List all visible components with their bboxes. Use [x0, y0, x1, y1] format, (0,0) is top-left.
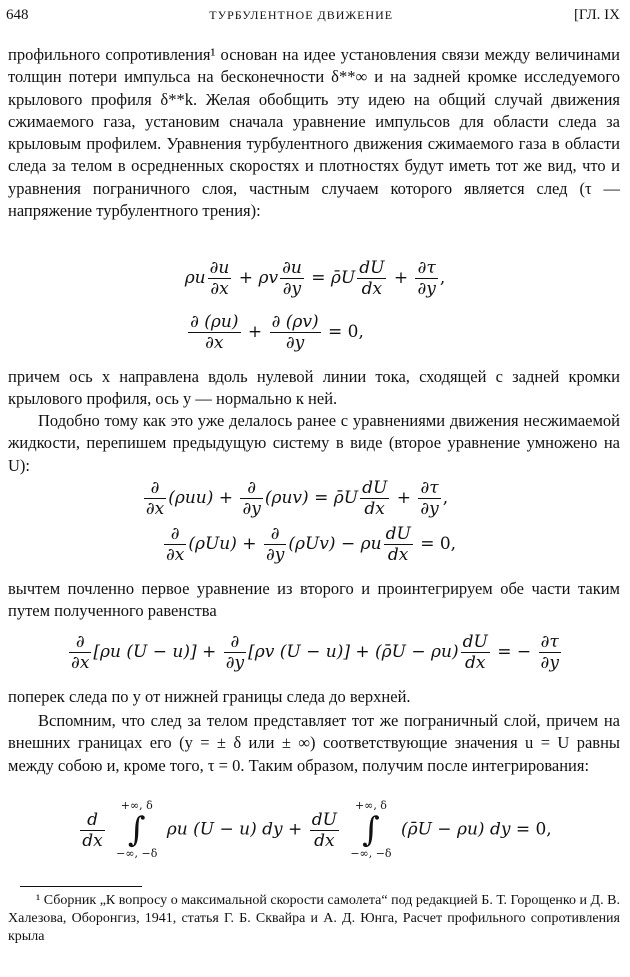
chapter-label: [ГЛ. IX	[573, 7, 620, 23]
footnote	[8, 892, 620, 946]
equation-momentum: ρu $\frac{\partial u}{\partial x}$ + ρv $\frac{\partial u}{\partial y}$ = ρ̄U $\frac{dU}{dx}$ + $\frac{\partial\tau}{\partial y}$ ,	[184, 258, 446, 299]
running-title: ТУРБУЛЕНТНОЕ ДВИЖЕНИЕ	[209, 8, 394, 22]
equation-integrated: $\frac{d}{dx}$ +∞, δ ∫ −∞, −δ ρu (U − u) dy + $\frac{dU}{dx}$ +∞, δ ∫ −∞, −δ (ρ̄U − ρu) dy = 0,	[82, 799, 552, 860]
paragraph-text: Вспомним, что след за телом представляет тот же пограничный слой, причем на внешних границах его (y = ± δ или ± ∞) соответствующие значения u = U равны между собою и, кроме того, τ = 0. Таким образом, получим после интегрирования:	[8, 711, 620, 775]
integral-sign: +∞, δ ∫ −∞, −δ	[350, 799, 392, 860]
equation-difference: $\frac{\partial}{\partial x}$ [ρu (U − u)] + $\frac{\partial}{\partial y}$ [ρv (U − u)] + (ρ̄U − ρu) $\frac{dU}{dx}$ = − $\frac{\partial\tau}{\partial y}$	[71, 632, 559, 673]
integral-lower-limit: −∞, −δ	[116, 847, 158, 860]
paragraph-intro	[8, 44, 620, 222]
footnote-text: ¹ Сборник „К вопросу о максимальной скорости самолета“ под редакцией Б. Т. Горощенко и Д. В. Халезова, Оборонгиз, 1941, статья Г. Б. Сквайра и А. Д. Юнга, Расчет профильного сопротивления крыла	[8, 893, 620, 944]
footnote-divider	[20, 886, 142, 887]
equation-continuity: $\frac{\partial (\rho u)}{\partial x}$ + $\frac{\partial (\rho v)}{\partial y}$ = 0,	[190, 312, 364, 353]
paragraph-text: вычтем почленно первое уравнение из второго и проинтегрируем обе части таким путем полученного равенства	[8, 579, 620, 621]
paragraph-across	[8, 686, 620, 708]
paragraph-text: профильного сопротивления¹ основан на идее установления связи между величинами толщин потери импульса на бесконечности δ**∞ и на задней кромке исследуемого крылового профиля δ**k. Желая обобщить эту идею на общий случай движения сжимаемого газа, установим сначала уравнение импульсов для области следа за крыловым профилем. Уравнения турбулентного движения сжимаемого газа в области следа за телом в осредненных скоростях и плотностях будут иметь тот же вид, что и уравнения пограничного слоя, частным случаем которого является след (τ — напряжение турбулентного трения):	[8, 45, 620, 221]
paragraph-text: Подобно тому как это уже делалось ранее с уравнениями движения несжимаемой жидкости, перепишем предыдущую систему в виде (второе уравнение умножено на U):	[8, 411, 620, 475]
page-number: 648	[6, 7, 29, 23]
equation-rewritten-1: $\frac{\partial}{\partial x}$ (ρuu) + $\frac{\partial}{\partial y}$ (ρuv) = ρ̄U $\frac{dU}{dx}$ + $\frac{\partial\tau}{\partial y}$ ,	[145, 478, 449, 519]
page-header	[6, 7, 620, 27]
paragraph-rewrite	[8, 410, 620, 477]
paragraph-subtract	[8, 578, 620, 623]
equation-rewritten-2: $\frac{\partial}{\partial x}$ (ρUu) + $\frac{\partial}{\partial y}$ (ρUv) − ρu $\frac{dU}{dx}$ = 0,	[165, 524, 457, 565]
paragraph-boundary	[8, 710, 620, 777]
integral-sign: +∞, δ ∫ −∞, −δ	[116, 799, 158, 860]
paragraph-text: поперек следа по y от нижней границы следа до верхней.	[8, 687, 411, 706]
paragraph-text: причем ось x направлена вдоль нулевой линии тока, сходящей с задней кромки крылового профиля, ось y — нормально к ней.	[8, 367, 620, 409]
integral-upper-limit: +∞, δ	[120, 799, 153, 812]
paragraph-axes	[8, 366, 620, 411]
